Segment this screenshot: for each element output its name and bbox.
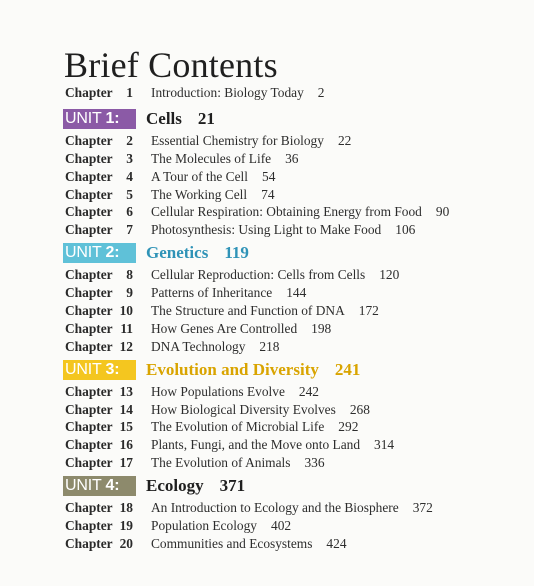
unit-heading-4 bbox=[65, 475, 525, 497]
chapter-page: 120 bbox=[379, 267, 400, 283]
chapter-title: How Biological Diversity Evolves bbox=[151, 401, 336, 417]
chapter-page: 22 bbox=[337, 132, 352, 148]
unit-title: Cells bbox=[146, 108, 182, 128]
unit-badge-number: 2: bbox=[105, 244, 120, 262]
chapter-page: 424 bbox=[326, 535, 347, 551]
chapter-page: 144 bbox=[286, 285, 307, 301]
chapter-word: Chapter bbox=[65, 383, 113, 399]
chapter-label bbox=[65, 284, 151, 302]
chapter-word: Chapter bbox=[65, 186, 113, 202]
chapter-row-7 bbox=[65, 221, 525, 239]
chapter-row-12 bbox=[65, 338, 525, 356]
chapter-row-15 bbox=[65, 418, 525, 436]
chapter-title: The Working Cell bbox=[151, 186, 248, 202]
chapter-page: 292 bbox=[338, 419, 359, 435]
unit-badge-word: UNIT bbox=[65, 360, 102, 378]
chapter-word: Chapter bbox=[65, 320, 113, 336]
chapter-page: 2 bbox=[317, 85, 325, 100]
chapter-row-19 bbox=[65, 517, 525, 535]
chapter-title: How Populations Evolve bbox=[151, 383, 285, 399]
chapter-title: Patterns of Inheritance bbox=[151, 285, 273, 301]
chapter-label bbox=[65, 436, 151, 454]
chapter-row-17 bbox=[65, 454, 525, 472]
chapter-page: 198 bbox=[311, 320, 332, 336]
chapter-row-6 bbox=[65, 203, 525, 221]
chapter-number: 6 bbox=[126, 204, 133, 220]
unit-badge-number: 4: bbox=[105, 477, 120, 495]
chapter-row-18 bbox=[65, 499, 525, 517]
unit-title: Genetics bbox=[146, 243, 209, 263]
chapter-row-20 bbox=[65, 535, 525, 553]
chapter-label bbox=[65, 168, 151, 186]
chapter-title: Communities and Ecosystems bbox=[151, 535, 313, 551]
chapter-row-4 bbox=[65, 168, 525, 186]
chapter-label bbox=[65, 418, 151, 436]
chapter-row-13 bbox=[65, 383, 525, 401]
chapter-number: 9 bbox=[126, 285, 133, 301]
chapter-number: 7 bbox=[126, 222, 133, 238]
chapter-number: 4 bbox=[126, 168, 133, 184]
chapter-title: Essential Chemistry for Biology bbox=[151, 132, 324, 148]
chapter-title: Introduction: Biology Today bbox=[151, 85, 304, 100]
chapter-word: Chapter bbox=[65, 338, 113, 354]
chapter-word: Chapter bbox=[65, 535, 113, 551]
chapter-word: Chapter bbox=[65, 222, 113, 238]
chapter-title: The Evolution of Microbial Life bbox=[151, 419, 325, 435]
chapter-title: Cellular Respiration: Obtaining Energy from Food bbox=[151, 204, 422, 220]
chapter-label bbox=[65, 132, 151, 150]
chapter-label bbox=[65, 454, 151, 472]
unit-badge bbox=[63, 243, 136, 263]
chapter-page: 36 bbox=[285, 150, 299, 166]
chapter-page: 106 bbox=[395, 222, 416, 238]
unit-heading-2 bbox=[65, 242, 525, 264]
chapter-row-14 bbox=[65, 401, 525, 419]
chapter-title: The Evolution of Animals bbox=[151, 455, 291, 471]
chapter-word: Chapter bbox=[65, 455, 113, 471]
chapter-title: An Introduction to Ecology and the Biosphere bbox=[151, 500, 399, 516]
chapter-page: 54 bbox=[262, 168, 276, 184]
chapter-page: 90 bbox=[435, 204, 450, 220]
chapter-number: 5 bbox=[126, 186, 133, 202]
chapter-number: 1 bbox=[126, 85, 133, 100]
chapter-number: 3 bbox=[126, 150, 133, 166]
chapter-title: Cellular Reproduction: Cells from Cells bbox=[151, 267, 366, 283]
chapter-number: 19 bbox=[119, 518, 133, 534]
unit-badge bbox=[63, 109, 136, 129]
unit-page: 21 bbox=[197, 108, 215, 128]
chapter-page: 402 bbox=[271, 518, 292, 534]
unit-heading-1 bbox=[65, 108, 525, 130]
chapter-page: 218 bbox=[259, 338, 280, 354]
unit-badge-number: 3: bbox=[105, 360, 120, 378]
chapter-row-10 bbox=[65, 302, 525, 320]
chapter-number: 16 bbox=[119, 437, 133, 453]
chapter-number: 2 bbox=[126, 132, 133, 148]
chapter-row-11 bbox=[65, 320, 525, 338]
chapter-row-16 bbox=[65, 436, 525, 454]
chapter-word: Chapter bbox=[65, 401, 113, 417]
chapter-number: 11 bbox=[120, 320, 133, 336]
chapter-row-9 bbox=[65, 284, 525, 302]
chapter-number: 15 bbox=[119, 419, 133, 435]
chapter-word: Chapter bbox=[65, 518, 113, 534]
chapter-number: 14 bbox=[119, 401, 133, 417]
chapter-title: Population Ecology bbox=[151, 518, 258, 534]
chapter-label bbox=[65, 302, 151, 320]
unit-page: 371 bbox=[219, 476, 246, 496]
chapter-title: A Tour of the Cell bbox=[151, 168, 249, 184]
chapter-label bbox=[65, 203, 151, 221]
chapter-label bbox=[65, 535, 151, 553]
chapter-number: 12 bbox=[119, 338, 133, 354]
unit-title: Ecology bbox=[146, 476, 204, 496]
chapter-label bbox=[65, 383, 151, 401]
chapter-row-2 bbox=[65, 132, 525, 150]
chapter-word: Chapter bbox=[65, 267, 113, 283]
unit-heading-3 bbox=[65, 359, 525, 381]
chapter-label bbox=[65, 517, 151, 535]
chapter-row-5 bbox=[65, 186, 525, 204]
chapter-word: Chapter bbox=[65, 150, 113, 166]
chapter-label bbox=[65, 221, 151, 239]
chapter-word: Chapter bbox=[65, 437, 113, 453]
unit-badge-number: 1: bbox=[105, 109, 120, 127]
chapter-label bbox=[65, 401, 151, 419]
chapter-page: 336 bbox=[304, 455, 325, 471]
chapter-label bbox=[65, 150, 151, 168]
chapter-word: Chapter bbox=[65, 303, 113, 319]
chapter-word: Chapter bbox=[65, 204, 113, 220]
chapter-word: Chapter bbox=[65, 419, 113, 435]
unit-title: Evolution and Diversity bbox=[146, 359, 319, 379]
chapter-title: DNA Technology bbox=[151, 338, 246, 354]
chapter-row-3 bbox=[65, 150, 525, 168]
chapter-row-8 bbox=[65, 266, 525, 284]
chapter-word: Chapter bbox=[65, 168, 113, 184]
unit-badge bbox=[63, 360, 136, 380]
chapter-label bbox=[65, 266, 151, 284]
chapter-number: 18 bbox=[119, 500, 133, 516]
chapter-word: Chapter bbox=[65, 500, 113, 516]
unit-badge bbox=[63, 476, 136, 496]
unit-badge-word: UNIT bbox=[65, 244, 102, 262]
chapter-page: 172 bbox=[358, 303, 379, 319]
unit-badge-word: UNIT bbox=[65, 109, 102, 127]
chapter-page: 314 bbox=[374, 437, 395, 453]
chapter-label bbox=[65, 320, 151, 338]
chapter-page: 372 bbox=[412, 500, 433, 516]
chapter-number: 8 bbox=[126, 267, 133, 283]
chapter-label bbox=[65, 186, 151, 204]
unit-badge-word: UNIT bbox=[65, 477, 102, 495]
chapter-label bbox=[65, 338, 151, 356]
chapter-word: Chapter bbox=[65, 85, 113, 100]
chapter-label bbox=[65, 499, 151, 517]
unit-page: 241 bbox=[334, 359, 361, 379]
page-title: Brief Contents bbox=[64, 45, 278, 86]
chapter-number: 17 bbox=[119, 455, 133, 471]
chapter-page: 74 bbox=[261, 186, 275, 202]
chapter-title: The Molecules of Life bbox=[151, 150, 272, 166]
chapter-title: Photosynthesis: Using Light to Make Food bbox=[151, 222, 382, 238]
chapter-title: Plants, Fungi, and the Move onto Land bbox=[151, 437, 361, 453]
chapter-page: 242 bbox=[298, 383, 319, 399]
chapter-title: The Structure and Function of DNA bbox=[151, 303, 345, 319]
unit-page: 119 bbox=[224, 243, 249, 263]
chapter-word: Chapter bbox=[65, 285, 113, 301]
contents-list bbox=[65, 84, 525, 553]
chapter-number: 13 bbox=[119, 383, 133, 399]
chapter-number: 10 bbox=[119, 303, 133, 319]
chapter-number: 20 bbox=[119, 535, 133, 551]
chapter-row-1 bbox=[65, 84, 525, 102]
chapter-label bbox=[65, 84, 151, 102]
chapter-page: 268 bbox=[349, 401, 370, 417]
chapter-title: How Genes Are Controlled bbox=[151, 320, 298, 336]
chapter-word: Chapter bbox=[65, 132, 113, 148]
